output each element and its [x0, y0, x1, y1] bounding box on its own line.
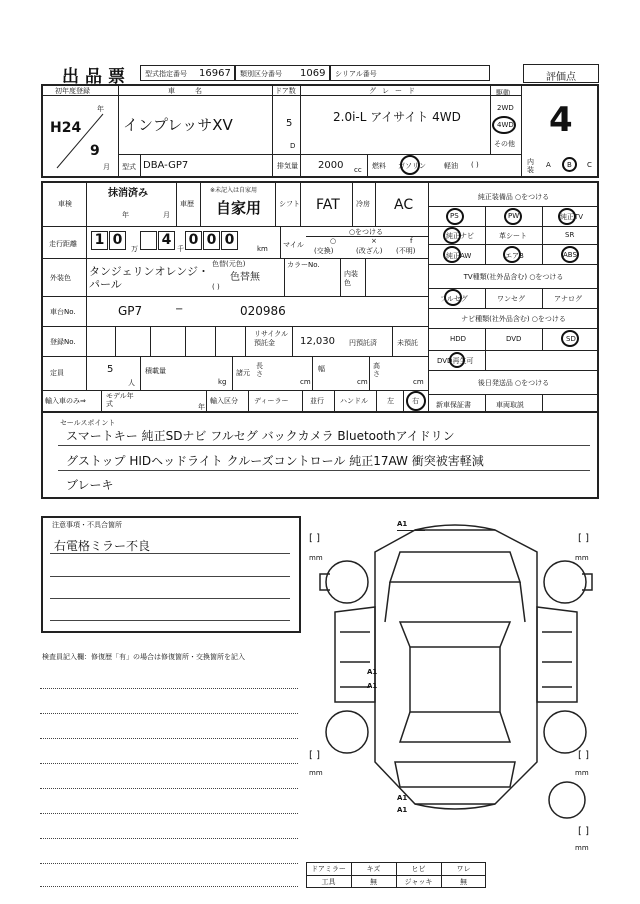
first-reg-month: 9: [90, 143, 100, 159]
fuel-label: 燃料: [372, 162, 386, 170]
equip-ps: PS: [450, 212, 459, 220]
handle-label: ハンドル: [340, 397, 368, 405]
mileage-digit-blank: [140, 231, 157, 250]
fuel-circle: [400, 155, 420, 175]
inspector-label: 検査員記入欄：修復歴「有」の場合は修復箇所・交換箇所を記入: [42, 653, 245, 661]
score-label-box: [523, 64, 599, 83]
mileage-km: km: [257, 245, 268, 253]
equip-tv-circle: [558, 208, 576, 225]
cond-cell-4: 無: [460, 878, 467, 886]
model-cert-no: 16967: [199, 68, 231, 79]
mileage-opt-exchange: (交換): [314, 247, 334, 255]
import-label: 輸入車のみ⇒: [45, 397, 86, 405]
color-change-label: 色替(元色): [212, 260, 246, 268]
recycle-value: 12,030: [300, 336, 335, 347]
mark-door-2: A1: [367, 682, 378, 690]
class-box: [235, 65, 330, 81]
length-label: 長さ: [256, 362, 263, 378]
mileage-digit: 0: [203, 231, 220, 250]
navi-sd-circle: [561, 330, 579, 347]
mm-label: mm: [575, 769, 589, 777]
model-cert-box: [140, 65, 235, 81]
tv-fullseg: フルセグ: [440, 295, 468, 303]
first-reg-nen: 年: [97, 105, 104, 113]
fuel-gasoline: ガソリン: [398, 162, 426, 170]
import-class-label: 輸入区分: [210, 397, 238, 405]
cond-header-1: ドアミラー: [311, 865, 346, 873]
chassis-label: 車台No.: [50, 308, 76, 316]
inspection-label: 車検: [58, 200, 72, 208]
equip-sr: SR: [565, 231, 575, 239]
history-value: 自家用: [216, 199, 262, 217]
navi-title: ナビ種類(社外品含む) ○をつける: [461, 315, 566, 323]
mileage-man: 万: [131, 245, 138, 253]
cond-header-3: ヒビ: [411, 865, 426, 873]
chassis-prefix: GP7: [118, 304, 143, 318]
equip-navi-circle: [443, 227, 461, 244]
mark-rear-2: A1: [397, 806, 408, 814]
drive-other: その他: [494, 140, 515, 148]
car-name: インプレッサXV: [123, 116, 233, 134]
equip-pw: PW: [508, 212, 520, 220]
navi-dvd: DVD: [506, 335, 522, 343]
drive-4wd: 4WD: [497, 121, 514, 129]
mileage-opt-tamper: (改ざん): [356, 247, 383, 255]
mileage-digit: 0: [221, 231, 238, 250]
color-no-label: カラーNo.: [287, 261, 320, 269]
sales-line-3: ブレーキ: [66, 478, 114, 492]
equip-abs-circle: [561, 246, 579, 263]
first-reg-slash: [55, 112, 105, 170]
handle-right: 右: [412, 397, 419, 405]
serial-box: [330, 65, 490, 81]
form-title: 出品票: [62, 67, 131, 87]
drive-label: 駆動: [496, 89, 510, 97]
car-damage-diagram: [305, 512, 605, 857]
cond-cell-1: 工具: [321, 878, 336, 886]
mileage-opt-unknown: (不明): [396, 247, 416, 255]
model-type-label: 型式: [122, 163, 136, 171]
cond-header-4: ワレ: [456, 865, 471, 873]
serial-label: シリアル番号: [335, 70, 377, 78]
doors-label: ドア数: [275, 87, 296, 95]
drive-4wd-circle: [492, 116, 516, 134]
navi-dvd-play: DVD再生可: [437, 357, 474, 365]
load-unit: kg: [218, 378, 227, 386]
bracket-spare: [ ]: [578, 826, 589, 837]
interior-b: B: [567, 161, 572, 169]
drive-2wd: 2WD: [497, 104, 514, 112]
color-change-value: 色替無: [230, 272, 260, 283]
doors-value: 5: [286, 118, 293, 129]
fuel-diesel: 軽油: [444, 162, 458, 170]
inspection-nen: 年: [122, 211, 129, 219]
height-cm: cm: [413, 378, 424, 386]
length-cm: cm: [300, 378, 311, 386]
mileage-mile: マイル: [283, 241, 304, 249]
car-name-label: 車名: [168, 87, 222, 95]
recycle-paid: 円預託済: [349, 339, 377, 347]
after-title: 後日発送品 ○をつける: [477, 379, 550, 387]
cond-cell-3: ジャッキ: [404, 878, 433, 886]
sales-line-2: グストップ HIDヘッドライト クルーズコントロール 純正17AW 衝突被害軽減: [66, 454, 484, 468]
after-warranty: 新車保証書: [436, 401, 471, 409]
handle-left: 左: [387, 397, 394, 405]
inspection-tsuki: 月: [163, 211, 170, 219]
equip-airbag: エアB: [505, 252, 524, 260]
notes-label: 注意事項・不具合箇所: [52, 521, 122, 529]
interior-c: C: [587, 161, 592, 169]
chassis-dash: −: [175, 304, 184, 315]
width-label: 幅: [318, 365, 325, 373]
first-reg-label: 初年度登録: [55, 87, 90, 95]
navi-sd: SD: [566, 335, 576, 343]
doors-suffix: D: [290, 142, 296, 150]
height-label: 高さ: [373, 362, 380, 378]
shift-value: FAT: [316, 197, 340, 213]
capacity-label: 定員: [50, 369, 64, 377]
equip-ps-circle: [446, 208, 464, 225]
mark-front: A1: [397, 520, 408, 528]
cond-header-2: キズ: [366, 865, 381, 873]
mark-front-line: [397, 530, 425, 531]
mileage-digit: 1: [91, 231, 108, 250]
mm-label: mm: [575, 844, 589, 852]
cond-cell-2: 無: [370, 878, 377, 886]
navi-dvd-play-circle: [449, 352, 465, 368]
fuel-paren: ( ): [471, 161, 479, 169]
grade-score: 4: [549, 100, 573, 140]
history-label: 車歴: [180, 200, 194, 208]
model-type: DBA-GP7: [143, 160, 189, 171]
shift-label: シフト: [279, 200, 300, 208]
score-label: 評価点: [546, 72, 576, 83]
model-cert-label: 型式指定番号: [145, 70, 187, 78]
handle-right-circle: [406, 391, 426, 411]
notes-block: [41, 516, 301, 633]
mileage-digit: 0: [109, 231, 126, 250]
dims-label: 諸元: [236, 369, 250, 377]
reg-no-label: 登録No.: [50, 338, 76, 346]
equip-pw-circle: [504, 208, 522, 225]
displacement-label: 排気量: [277, 162, 298, 170]
mark-cross: ×: [371, 237, 377, 245]
after-manual: 車両取説: [496, 401, 524, 409]
displacement: 2000: [318, 160, 344, 171]
model-year-unit: 年: [198, 403, 205, 411]
mm-label: mm: [309, 554, 323, 562]
color-change-paren: ( ): [212, 283, 220, 291]
import-parallel: 並行: [310, 397, 324, 405]
bracket-fr: [ ]: [578, 533, 589, 544]
equip-navi: 純正ナビ: [446, 232, 474, 240]
interior-circle: [562, 157, 577, 172]
width-cm: cm: [357, 378, 368, 386]
recycle-unpaid: 未預託: [397, 339, 418, 347]
bracket-fl: [ ]: [309, 533, 320, 544]
first-reg-tsuki: 月: [103, 163, 110, 171]
ac-value: AC: [394, 197, 414, 213]
tv-fullseg-circle: [444, 289, 462, 306]
mileage-label: 走行距離: [49, 240, 77, 248]
notes-line-1: 右電格ミラー不良: [54, 539, 151, 553]
displacement-unit: cc: [354, 166, 362, 174]
capacity-unit: 人: [128, 379, 135, 387]
load-label: 積載量: [145, 367, 166, 375]
equip-title: 純正装備品 ○をつける: [477, 193, 550, 201]
inspection-value: 抹消済み: [108, 188, 148, 199]
class-label: 類別区分番号: [240, 70, 282, 78]
interior-a: A: [546, 161, 551, 169]
chassis-no: 020986: [240, 304, 286, 318]
mm-label: mm: [575, 554, 589, 562]
grade-value: 2.0i-L アイサイト 4WD: [333, 110, 461, 124]
mileage-digit: 0: [185, 231, 202, 250]
equip-tv: 純正TV: [560, 213, 584, 221]
first-reg-year: H24: [50, 120, 82, 136]
mileage-mark-label: ○をつける: [348, 228, 384, 236]
interior-color-label: 内装色: [344, 270, 358, 287]
tv-oneseg: ワンセグ: [497, 295, 525, 303]
tv-title: TV種類(社外品含む) ○をつける: [463, 273, 564, 281]
import-dealer: ディーラー: [254, 397, 289, 405]
recycle-label: リサイクル預託金: [254, 330, 289, 347]
interior-label: 内装: [527, 158, 534, 174]
mileage-sen: 千: [177, 245, 184, 253]
mark-f: f: [410, 237, 413, 245]
sales-line-1: スマートキー 純正SDナビ フルセグ バックカメラ Bluetoothアイドリン: [66, 429, 455, 443]
grade-label: グレード: [369, 87, 421, 95]
navi-hdd: HDD: [450, 335, 467, 343]
history-note: ※未記入は自家用: [210, 187, 258, 194]
exterior-value: タンジェリンオレンジ・パール: [89, 265, 209, 291]
equip-aw-circle: [443, 246, 461, 263]
equip-aw: 純正AW: [446, 252, 472, 260]
bracket-rl: [ ]: [309, 750, 320, 761]
equip-airbag-circle: [503, 246, 521, 263]
equip-abs: ABS: [563, 251, 577, 259]
mark-door-1: A1: [367, 668, 378, 676]
mark-rear-1: A1: [397, 794, 408, 802]
class-no: 1069: [300, 68, 326, 79]
bracket-rr: [ ]: [578, 750, 589, 761]
mark-circle: ○: [330, 237, 337, 245]
exterior-label: 外装色: [50, 274, 71, 282]
ac-label: 冷房: [356, 200, 370, 208]
tv-analog: アナログ: [554, 295, 582, 303]
mileage-digit: 4: [158, 231, 175, 250]
equip-leather: 革シート: [499, 232, 527, 240]
capacity-value: 5: [107, 364, 114, 375]
mm-label: mm: [309, 769, 323, 777]
model-year-label: モデル年式: [106, 392, 134, 408]
sales-label: セールスポイント: [60, 419, 116, 427]
